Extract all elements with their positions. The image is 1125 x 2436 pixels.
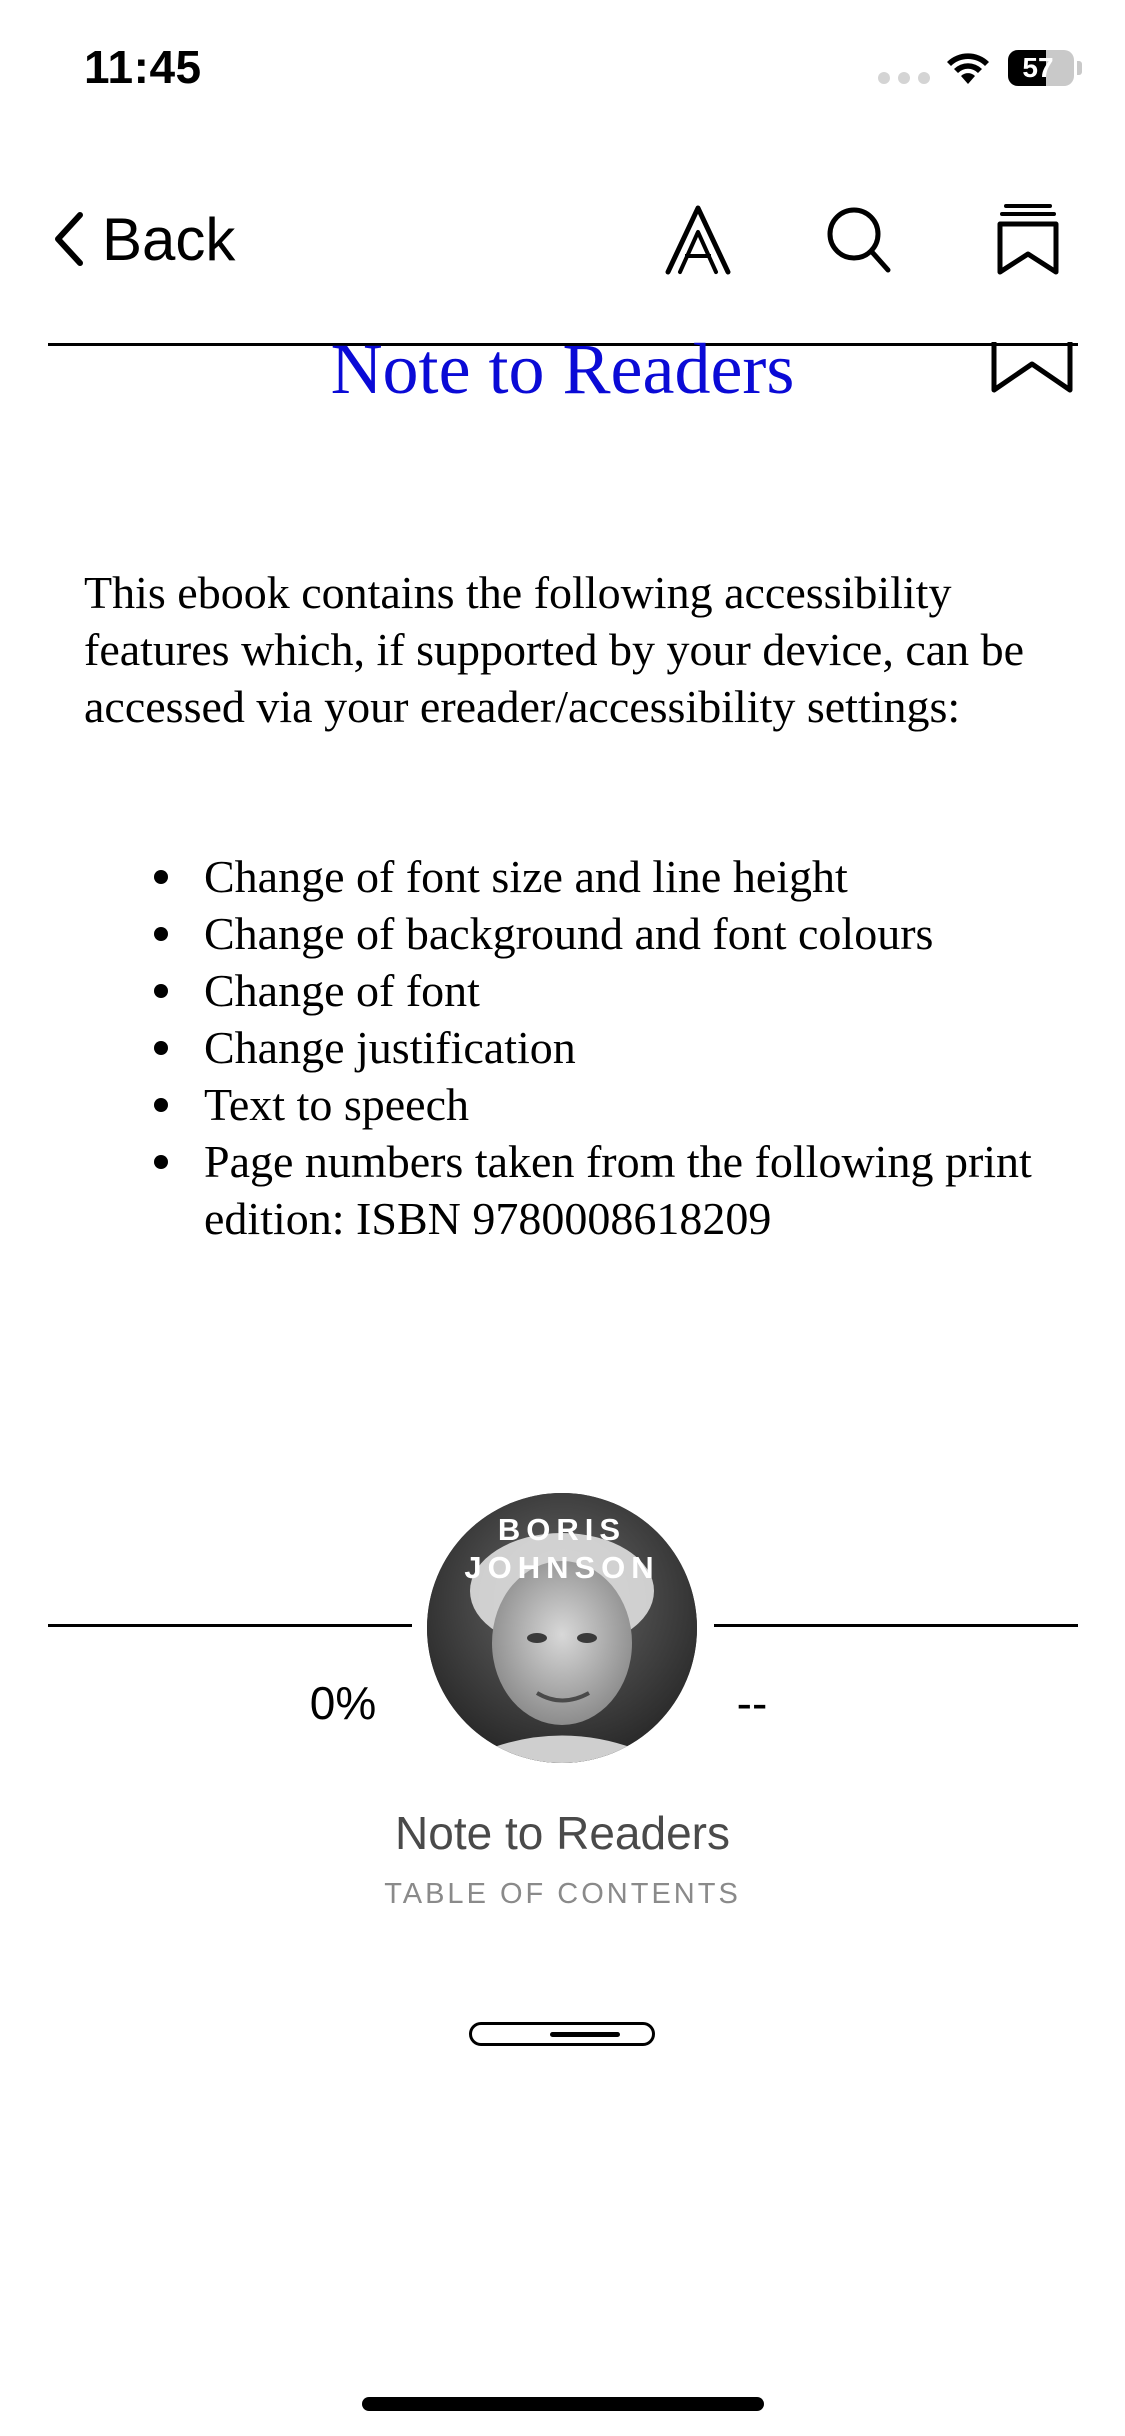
list-item — [84, 1019, 1044, 1076]
reader-toolbar — [0, 180, 1125, 300]
list-item — [84, 905, 1044, 962]
table-of-contents-link[interactable]: TABLE OF CONTENTS — [384, 1878, 741, 1910]
wifi-icon — [944, 50, 992, 86]
text-format-icon[interactable] — [658, 200, 738, 280]
list-item — [84, 962, 1044, 1019]
list-item — [84, 1076, 1044, 1133]
list-item-text: Change of font size and line height — [204, 851, 848, 902]
chapter-title: Note to Readers — [330, 329, 795, 409]
cellular-signal-icon — [878, 72, 930, 86]
progress-divider-right — [714, 1624, 1078, 1627]
home-indicator[interactable] — [362, 2397, 764, 2411]
battery-icon — [1008, 50, 1074, 86]
list-item-text: Page numbers taken from the following print edition: ISBN 9780008618209 — [204, 1136, 1032, 1244]
back-label: Back — [102, 205, 236, 273]
cover-author-last: JOHNSON — [464, 1550, 660, 1585]
cover-author-text — [427, 1511, 697, 1587]
list-item — [84, 1133, 1044, 1247]
list-item-text: Text to speech — [204, 1079, 470, 1130]
bullet-icon — [154, 870, 168, 884]
bookmarks-icon[interactable] — [988, 200, 1068, 280]
list-item — [84, 848, 1044, 905]
bullet-icon — [154, 984, 168, 998]
list-item-text: Change of font — [204, 965, 480, 1016]
book-cover-thumbnail[interactable] — [427, 1493, 697, 1763]
search-icon[interactable] — [820, 200, 900, 280]
list-item-text: Change of background and font colours — [204, 908, 934, 959]
battery-label: 57 — [1022, 52, 1054, 83]
progress-divider-left — [48, 1624, 412, 1627]
list-item-text: Change justification — [204, 1022, 576, 1073]
bullet-icon — [154, 927, 168, 941]
status-time: 11:45 — [84, 41, 202, 93]
cover-author-first: BORIS — [497, 1512, 627, 1547]
bullet-icon — [154, 1041, 168, 1055]
status-bar — [0, 0, 1125, 140]
feature-list — [84, 848, 1044, 1247]
chevron-left-icon — [52, 211, 86, 267]
back-button[interactable] — [52, 204, 235, 274]
scrubber-thumb[interactable] — [550, 2032, 620, 2037]
current-section-title[interactable]: Note to Readers — [395, 1807, 730, 1859]
bullet-icon — [154, 1098, 168, 1112]
intro-paragraph: This ebook contains the following accessibility features which, if supported by your device, can be accessed via your ereader/accessibility settings: — [84, 567, 1025, 732]
battery-nub — [1077, 61, 1082, 75]
page-scrubber[interactable] — [469, 2022, 655, 2046]
bullet-icon — [154, 1155, 168, 1169]
pages-remaining: -- — [736, 1677, 768, 1729]
progress-percent: 0% — [309, 1677, 377, 1729]
